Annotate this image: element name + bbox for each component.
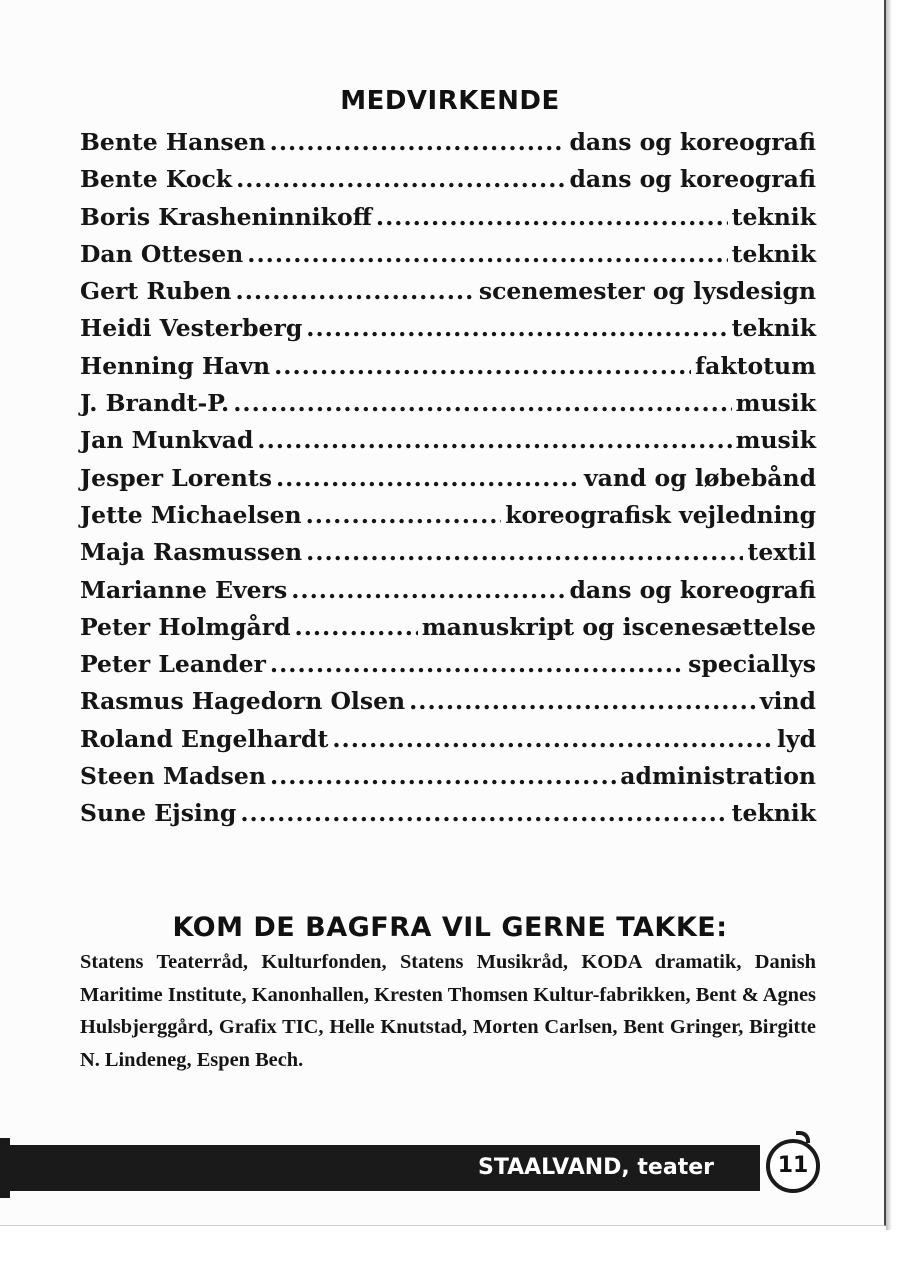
credit-name: Peter Holmgård (80, 612, 291, 641)
credit-row (80, 385, 816, 422)
dot-leader (270, 124, 566, 161)
credit-name: Jette Michaelsen (80, 500, 302, 529)
credit-role: dans og koreografi (569, 575, 816, 604)
credit-role: musik (735, 389, 816, 418)
page-number-badge: 11 (766, 1139, 820, 1193)
credit-role: speciallys (688, 650, 816, 679)
credit-row (80, 497, 816, 534)
credit-role: faktotum (695, 351, 816, 380)
credit-row (80, 348, 816, 385)
credit-role: dans og koreografi (569, 128, 816, 156)
credit-row (80, 721, 816, 758)
credit-row (80, 273, 816, 310)
dot-leader (291, 572, 565, 609)
credit-role: vand og løbebånd (583, 463, 816, 492)
credit-name: Steen Madsen (80, 762, 266, 791)
dot-leader (247, 236, 727, 273)
credit-name: Jan Munkvad (80, 426, 254, 455)
dot-leader (276, 460, 580, 497)
dot-leader (236, 161, 565, 198)
credit-row (80, 683, 816, 720)
credit-row (80, 795, 816, 832)
credit-role: teknik (731, 314, 816, 343)
credit-role: manuskript og iscenesættelse (421, 612, 816, 641)
credit-name: Henning Havn (80, 351, 271, 380)
credit-role: vind (759, 687, 816, 716)
credit-name: Jesper Lorents (80, 463, 272, 492)
dot-leader (233, 385, 731, 422)
dot-leader (306, 310, 727, 347)
credit-row (80, 572, 816, 609)
credit-row (80, 161, 816, 198)
dot-leader (376, 199, 728, 236)
credit-role: administration (620, 762, 816, 791)
credit-name: Maja Rasmussen (80, 538, 303, 567)
dot-leader (270, 646, 684, 683)
credit-role: teknik (731, 799, 816, 828)
credits-heading: MEDVIRKENDE (340, 86, 560, 116)
page-edge (886, 0, 892, 1230)
credit-role: teknik (731, 239, 816, 268)
dot-leader (306, 497, 502, 534)
credit-row (80, 460, 816, 497)
credit-name: Marianne Evers (80, 575, 288, 604)
credit-role: lyd (776, 724, 816, 753)
credit-role: koreografisk vejledning (505, 500, 816, 529)
footer-title: STAALVAND, teater (477, 1155, 714, 1180)
credit-row (80, 646, 816, 683)
credit-name: Peter Leander (80, 650, 266, 679)
credit-name: Gert Ruben (80, 277, 232, 306)
dot-leader (270, 758, 616, 795)
credit-role: textil (747, 538, 816, 567)
credit-row (80, 758, 816, 795)
credits-list (80, 124, 816, 833)
dot-leader (257, 422, 731, 459)
credit-row (80, 124, 816, 161)
credit-name: Heidi Vesterberg (80, 314, 303, 343)
credit-role: teknik (731, 202, 816, 231)
footer-bar (0, 1145, 760, 1191)
credit-role: scenemester og lysdesign (478, 277, 816, 306)
credit-row (80, 422, 816, 459)
dot-leader (295, 609, 418, 646)
thanks-heading: KOM DE BAGFRA VIL GERNE TAKKE: (172, 912, 728, 943)
credit-row (80, 534, 816, 571)
credit-row (80, 310, 816, 347)
dot-leader (240, 795, 727, 832)
dot-leader (409, 683, 756, 720)
credit-row (80, 199, 816, 236)
credit-role: dans og koreografi (569, 165, 816, 194)
credit-name: Bente Kock (80, 165, 233, 194)
credit-name: Roland Engelhardt (80, 724, 329, 753)
credit-role: musik (735, 426, 816, 455)
dot-leader (274, 348, 691, 385)
credit-row (80, 609, 816, 646)
dot-leader (236, 273, 475, 310)
dot-leader (332, 721, 773, 758)
credit-name: J. Brandt-P. (80, 389, 230, 418)
dot-leader (306, 534, 743, 571)
credit-name: Sune Ejsing (80, 799, 237, 828)
credit-name: Rasmus Hagedorn Olsen (80, 687, 406, 716)
credit-name: Boris Krasheninnikoff (80, 202, 372, 231)
credit-name: Dan Ottesen (80, 239, 244, 268)
credit-name: Bente Hansen (80, 128, 266, 156)
credit-row (80, 236, 816, 273)
thanks-paragraph: Statens Teaterråd, Kulturfonden, Statens Musikråd, KODA dramatik, Danish Maritime Institute, Kanonhallen, Kresten Thomsen Kultur-fabrikken, Bent & Agnes Hulsbjerggård, Grafix TIC, Helle Knutstad, Morten Carlsen, Bent Gringer, Birgitte N. Lindeneg, Espen Bech. (80, 951, 816, 1071)
